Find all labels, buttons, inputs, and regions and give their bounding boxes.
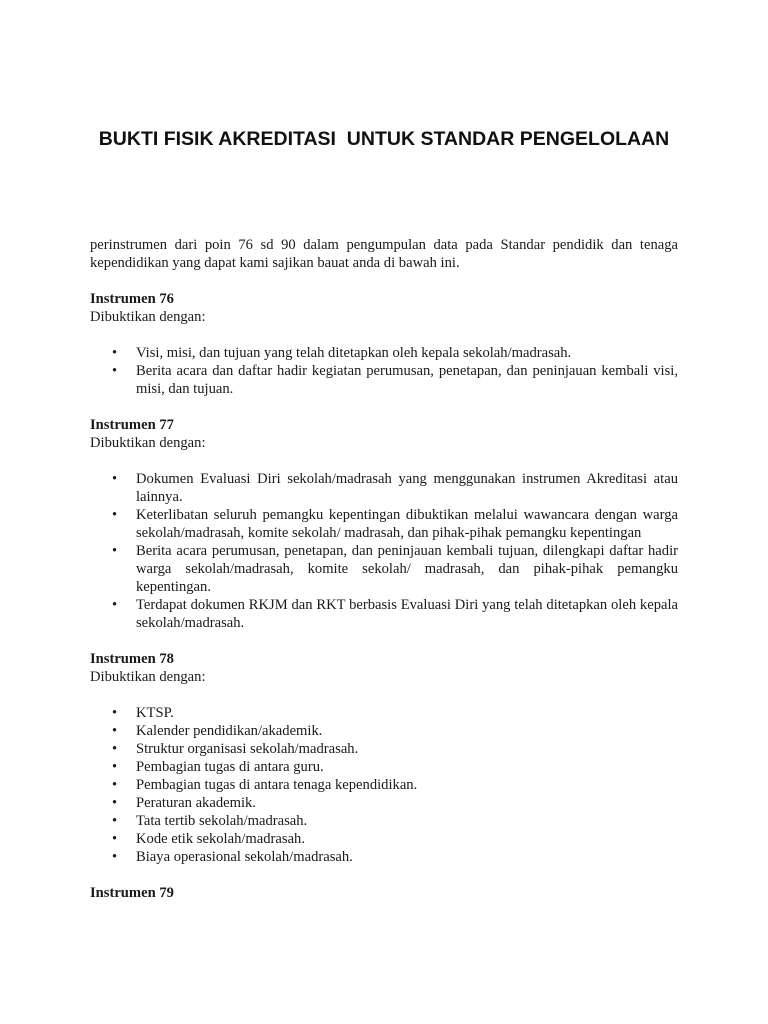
bullet-icon: • xyxy=(112,471,118,487)
document-body xyxy=(90,236,678,902)
section-subheading: Dibuktikan dengan: xyxy=(90,669,206,685)
list-item xyxy=(90,794,678,812)
list-item-text: Berita acara dan daftar hadir kegiatan perumusan, penetapan, dan peninjauan kembali visi, misi, dan tujuan. xyxy=(136,363,678,397)
evidence-list xyxy=(90,470,678,632)
list-item xyxy=(90,740,678,758)
bullet-icon: • xyxy=(112,345,118,361)
list-item xyxy=(90,506,678,542)
list-item-text: Dokumen Evaluasi Diri sekolah/madrasah yang menggunakan instrumen Akreditasi atau lainnya. xyxy=(136,471,678,505)
section-heading: Instrumen 78 xyxy=(90,651,174,667)
bullet-icon: • xyxy=(112,795,118,811)
bullet-icon: • xyxy=(112,507,118,523)
list-item-text: Kode etik sekolah/madrasah. xyxy=(136,831,305,847)
section-heading: Instrumen 77 xyxy=(90,417,174,433)
list-item-text: Pembagian tugas di antara tenaga kependidikan. xyxy=(136,777,418,793)
list-item xyxy=(90,596,678,632)
list-item-text: KTSP. xyxy=(136,705,174,721)
list-item-text: Tata tertib sekolah/madrasah. xyxy=(136,813,308,829)
list-item xyxy=(90,470,678,506)
list-item xyxy=(90,542,678,596)
list-item xyxy=(90,758,678,776)
evidence-list xyxy=(90,704,678,866)
bullet-icon: • xyxy=(112,759,118,775)
section-heading: Instrumen 79 xyxy=(90,885,174,901)
section-instrumen-79 xyxy=(90,884,678,902)
list-item-text: Struktur organisasi sekolah/madrasah. xyxy=(136,741,359,757)
list-item-text: Peraturan akademik. xyxy=(136,795,256,811)
list-item-text: Biaya operasional sekolah/madrasah. xyxy=(136,849,353,865)
bullet-icon: • xyxy=(112,597,118,613)
list-item xyxy=(90,812,678,830)
bullet-icon: • xyxy=(112,723,118,739)
section-instrumen-78 xyxy=(90,650,678,866)
bullet-icon: • xyxy=(112,813,118,829)
list-item-text: Pembagian tugas di antara guru. xyxy=(136,759,324,775)
list-item xyxy=(90,848,678,866)
list-item xyxy=(90,830,678,848)
bullet-icon: • xyxy=(112,741,118,757)
section-instrumen-77 xyxy=(90,416,678,632)
section-subheading: Dibuktikan dengan: xyxy=(90,309,206,325)
list-item-text: Berita acara perumusan, penetapan, dan peninjauan kembali tujuan, dilengkapi daftar hadir warga sekolah/madrasah, komite sekolah/ madrasah, dan pihak-pihak pemangku kepentingan. xyxy=(136,543,678,595)
list-item-text: Visi, misi, dan tujuan yang telah ditetapkan oleh kepala sekolah/madrasah. xyxy=(136,345,572,361)
section-heading: Instrumen 76 xyxy=(90,291,174,307)
evidence-list xyxy=(90,344,678,398)
list-item-text: Kalender pendidikan/akademik. xyxy=(136,723,323,739)
list-item xyxy=(90,776,678,794)
list-item xyxy=(90,722,678,740)
list-item xyxy=(90,362,678,398)
document-title: BUKTI FISIK AKREDITASI UNTUK STANDAR PENGELOLAAN xyxy=(98,128,670,150)
bullet-icon: • xyxy=(112,777,118,793)
bullet-icon: • xyxy=(112,831,118,847)
list-item xyxy=(90,704,678,722)
list-item xyxy=(90,344,678,362)
bullet-icon: • xyxy=(112,849,118,865)
intro-paragraph: perinstrumen dari poin 76 sd 90 dalam pengumpulan data pada Standar pendidik dan tenaga kependidikan yang dapat kami sajikan bauat anda di bawah ini. xyxy=(90,237,678,271)
list-item-text: Keterlibatan seluruh pemangku kepentingan dibuktikan melalui wawancara dengan warga sekolah/madrasah, komite sekolah/ madrasah, dan pihak-pihak pemangku kepentingan xyxy=(136,507,678,541)
section-subheading: Dibuktikan dengan: xyxy=(90,435,206,451)
bullet-icon: • xyxy=(112,543,118,559)
list-item-text: Terdapat dokumen RKJM dan RKT berbasis Evaluasi Diri yang telah ditetapkan oleh kepala sekolah/madrasah. xyxy=(136,597,678,631)
bullet-icon: • xyxy=(112,705,118,721)
bullet-icon: • xyxy=(112,363,118,379)
section-instrumen-76 xyxy=(90,290,678,398)
